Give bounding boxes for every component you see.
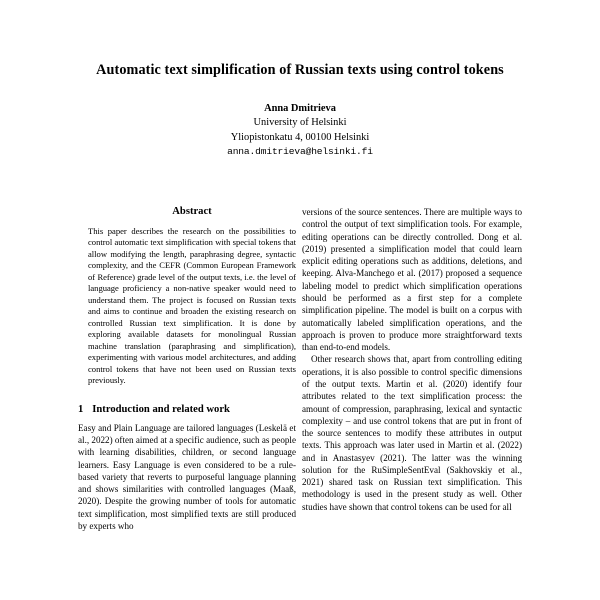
section-title: Introduction and related work — [92, 403, 230, 415]
paragraph: Easy and Plain Language are tailored languages (Leskelä et al., 2022) often aimed at a specific audience, such as people with learning disabilities, children, or second language learners. Easy Language is even considered to be a rule-based variety that reverts to purposeful language planning and shows similarities with controlled languages (Maaß, 2020). Despite the growing number of tools for automatic text simplification, most simplified texts are still produced by experts who — [78, 422, 296, 532]
paragraph: versions of the source sentences. There are multiple ways to control the output of text simplification tools. For example, editing operations can be directly controlled. Dong et al. (2019) presented a simplification model that could learn explicit editing operations such as additions, deletions, and keeping. Alva-Manchego et al. (2017) proposed a sequence labeling model to predict which simplification operations should be performed as a first step for a complete simplification pipeline. The model is built on a corpus with automatically labeled simplification operations, and the approach is proven to produce more straightforward texts than end-to-end models. — [302, 207, 522, 353]
author-email: anna.dmitrieva@helsinki.fi — [227, 146, 373, 158]
section-number: 1 — [78, 403, 84, 415]
abstract-block — [88, 206, 296, 387]
page-title: Automatic text simplification of Russian texts using control tokens — [96, 62, 504, 78]
author-address: Yliopistonkatu 4, 00100 Helsinki — [230, 131, 370, 143]
abstract-text: This paper describes the research on the possibilities to control automatic text simplification with special tokens that allow modifying the length, paraphrasing degree, syntactic complexity, and the CEFR (Common European Framework of Reference) grade level of the output texts, i.e. the level of language proficiency a non-native speaker would need to understand them. The project is focused on Russian texts and aims to continue and broaden the existing research on controlled Russian text simplification. It is done by exploring available datasets for monolingual Russian machine translation (paraphrasing and simplification), experimenting with various model architectures, and adding control tokens that have not been used on Russian texts previously. — [88, 226, 296, 386]
author-name: Anna Dmitrieva — [264, 103, 336, 114]
section-heading-introduction — [78, 404, 296, 415]
author-block — [48, 102, 552, 158]
author-affiliation: University of Helsinki — [253, 117, 347, 129]
abstract-heading: Abstract — [172, 206, 212, 217]
right-column — [302, 206, 522, 600]
paragraph: Other research shows that, apart from controlling editing operations, it is also possible to control specific dimensions of the output texts. Martin et al. (2020) identify four attributes related to the text simplification process: the amount of compression, paraphrasing, lexical and syntactic complexity – and use control tokens that are put in front of the source sentences to modify these attributes in output texts. This approach was later used in Martin et al. (2022) and in Anastasyev (2021). The latter was the winning solution for the RuSimpleSentEval (Sakhovskiy et al., 2021) shared task on Russian text simplification. This methodology is used in the present study as well. Other studies have shown that control tokens can be used for all — [302, 354, 522, 512]
left-column — [78, 206, 296, 600]
